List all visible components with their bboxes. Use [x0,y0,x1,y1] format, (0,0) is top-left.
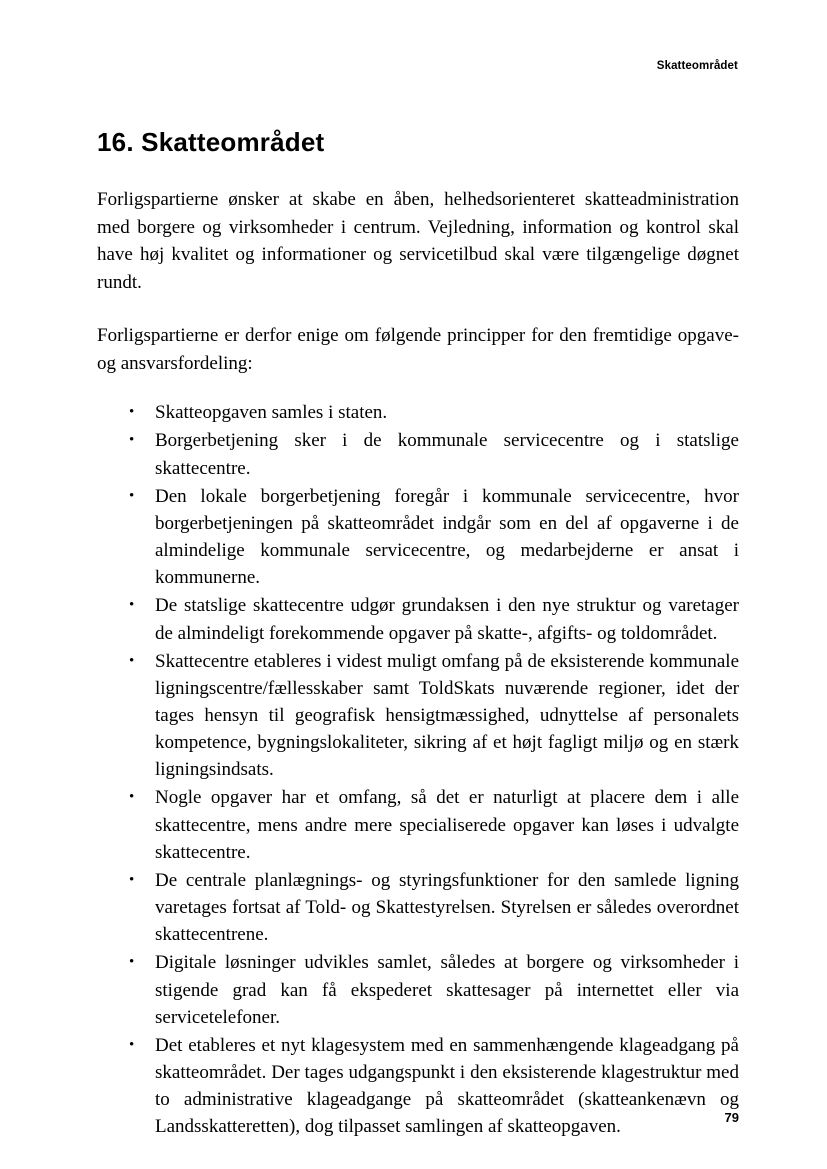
intro-paragraph-1: Forligspartierne ønsker at skabe en åben, helhedsorienteret skatteadministration med borgere og virksomheder i centrum. Vejledning, information og kontrol skal have høj kvalitet og informationer og servicetilbud skal være tilgængelige døgnet rundt. [97,189,739,293]
intro-paragraph-2: Forligspartierne er derfor enige om følgende principper for den fremtidige opgave- og ansvarsfordeling: [97,325,739,374]
list-item: • Den lokale borgerbetjening foregår i kommunale servicecentre, hvor borgerbetjeningen på skatteområdet indgår som en del af opgaverne i de almindelige kommunale servicecentre, og medarbejderne er ansat i kommunerne. [97,483,739,592]
list-item: • Skattecentre etableres i videst muligt omfang på de eksisterende kommunale ligningscentre/fællesskaber samt ToldSkats nuværende regioner, idet der tages hensyn til geografisk hensigtmæssighed, udnyttelse af personalets kompetence, bygningslokaliteter, sikring af et højt fagligt miljø og en stærk ligningsindsats. [97,648,739,784]
list-item: • Borgerbetjening sker i de kommunale servicecentre og i statslige skattecentre. [97,427,739,481]
list-item: • Digitale løsninger udvikles samlet, således at borgere og virksomheder i stigende grad kan få ekspederet skattesager på internettet eller via servicetelefoner. [97,949,739,1030]
principles-list [97,399,739,1140]
list-item: • De statslige skattecentre udgør grundaksen i den nye struktur og varetager de almindeligt forekommende opgaver på skatte-, afgifts- og toldområdet. [97,592,739,646]
list-item: • Nogle opgaver har et omfang, så det er naturligt at placere dem i alle skattecentre, mens andre mere specialiserede opgaver kan løses i udvalgte skattecentre. [97,784,739,865]
page-number: 79 [724,1110,739,1125]
page-title: 16. Skatteområdet [97,127,325,157]
list-item: • Det etableres et nyt klagesystem med en sammenhængende klageadgang på skatteområdet. Der tages udgangspunkt i den eksisterende klagestruktur med to administrative klageadgange på skatteområdet (skatteankenævn og Landsskatteretten), dog tilpasset samlingen af skatteopgaven. [97,1032,739,1141]
list-item: • Skatteopgaven samles i staten. [97,399,739,426]
running-head: Skatteområdet [656,60,738,72]
list-item: • De centrale planlægnings- og styringsfunktioner for den samlede ligning varetages fortsat af Told- og Skattestyrelsen. Styrelsen er således overordnet skattecentrene. [97,867,739,948]
